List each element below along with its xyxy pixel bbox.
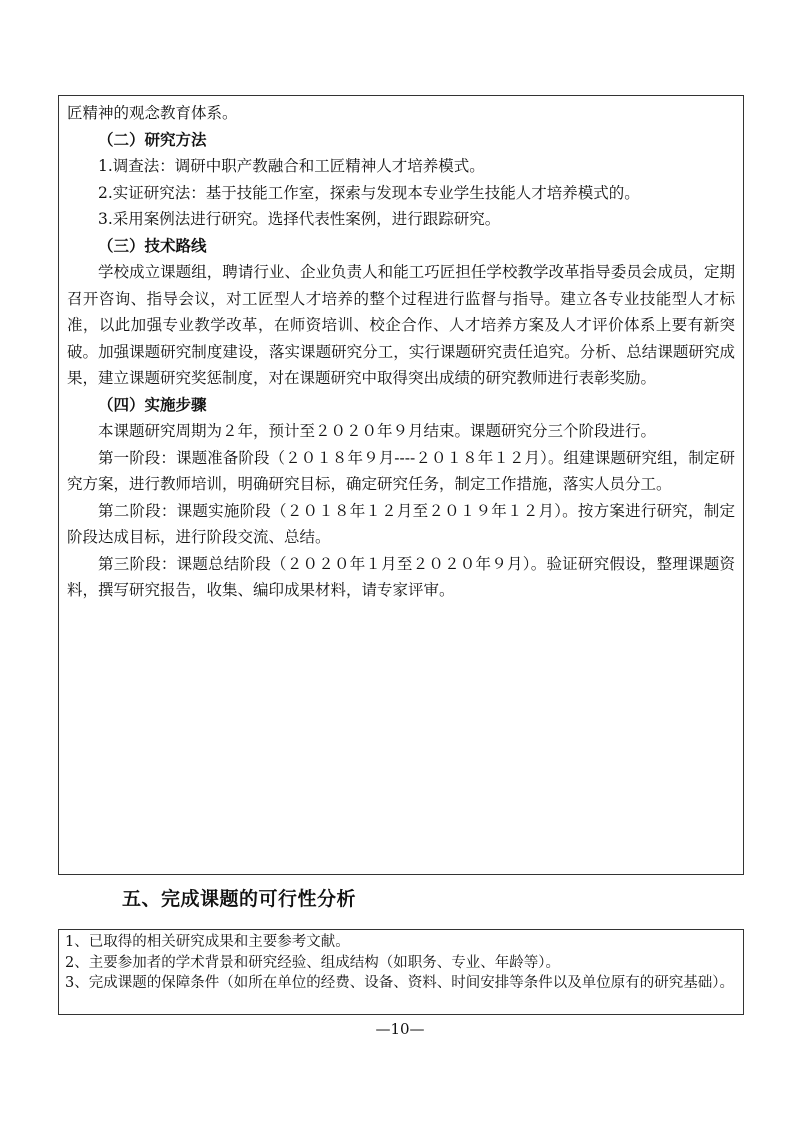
stage-2-paragraph: 第二阶段：课题实施阶段（２０１８年１２月至２０１９年１２月）。按方案进行研究，制定阶段达成目标，进行阶段交流、总结。	[67, 501, 735, 546]
stage-1-paragraph: 第一阶段：课题准备阶段（２０１８年９月----２０１８年１２月）。组建课题研究组，制定研究方案，进行教师培训，明确研究目标，确定研究任务，制定工作措施，落实人员分工。	[67, 448, 735, 493]
heading-research-methods: （二）研究方法	[98, 129, 207, 149]
research-plan-box	[58, 95, 744, 875]
stage-3-paragraph: 第三阶段：课题总结阶段（２０２０年１月至２０２０年９月）。验证研究假设，整理课题资料，撰写研究报告，收集、编印成果材料，请专家评审。	[67, 554, 735, 599]
method-item-3: 3.采用案例法进行研究。选择代表性案例，进行跟踪研究。	[98, 210, 501, 228]
method-item-2: 2.实证研究法：基于技能工作室，探索与发现本专业学生技能人才培养模式的。	[98, 183, 640, 202]
section-5-title: 五、完成课题的可行性分析	[122, 888, 357, 910]
feasibility-item-1: 1、已取得的相关研究成果和主要参考文献。	[65, 934, 350, 950]
period-paragraph: 本课题研究周期为２年，预计至２０２０年９月结束。课题研究分三个阶段进行。	[98, 422, 657, 440]
heading-implementation-steps: （四）实施步骤	[98, 394, 207, 414]
feasibility-item-2: 2、主要参加者的学术背景和研究经验、组成结构（如职务、专业、年龄等）。	[65, 954, 560, 971]
page-number: —10—	[375, 1020, 425, 1038]
feasibility-item-3: 3、完成课题的保障条件（如所在单位的经费、设备、资料、时间安排等条件以及单位原有的研究基础）。	[65, 975, 734, 991]
heading-technical-route: （三）技术路线	[98, 235, 207, 255]
feasibility-box	[58, 929, 744, 1015]
technical-route-paragraph: 学校成立课题组，聘请行业、企业负责人和能工巧匠担任学校教学改革指导委员会成员，定期召开咨询、指导会议，对工匠型人才培养的整个过程进行监督与指导。建立各专业技能型人才标准，以此加强专业教学改革，在师资培训、校企合作、人才培养方案及人才评价体系上要有新突破。加强课题研究制度建设，落实课题研究分工，实行课题研究责任追究。分析、总结课题研究成果，建立课题研究奖惩制度，对在课题研究中取得突出成绩的研究教师进行表彰奖励。	[67, 263, 735, 387]
method-item-1: 1.调查法：调研中职产教融合和工匠精神人才培养模式。	[98, 157, 485, 175]
continued-text: 匠精神的观念教育体系。	[67, 104, 238, 122]
